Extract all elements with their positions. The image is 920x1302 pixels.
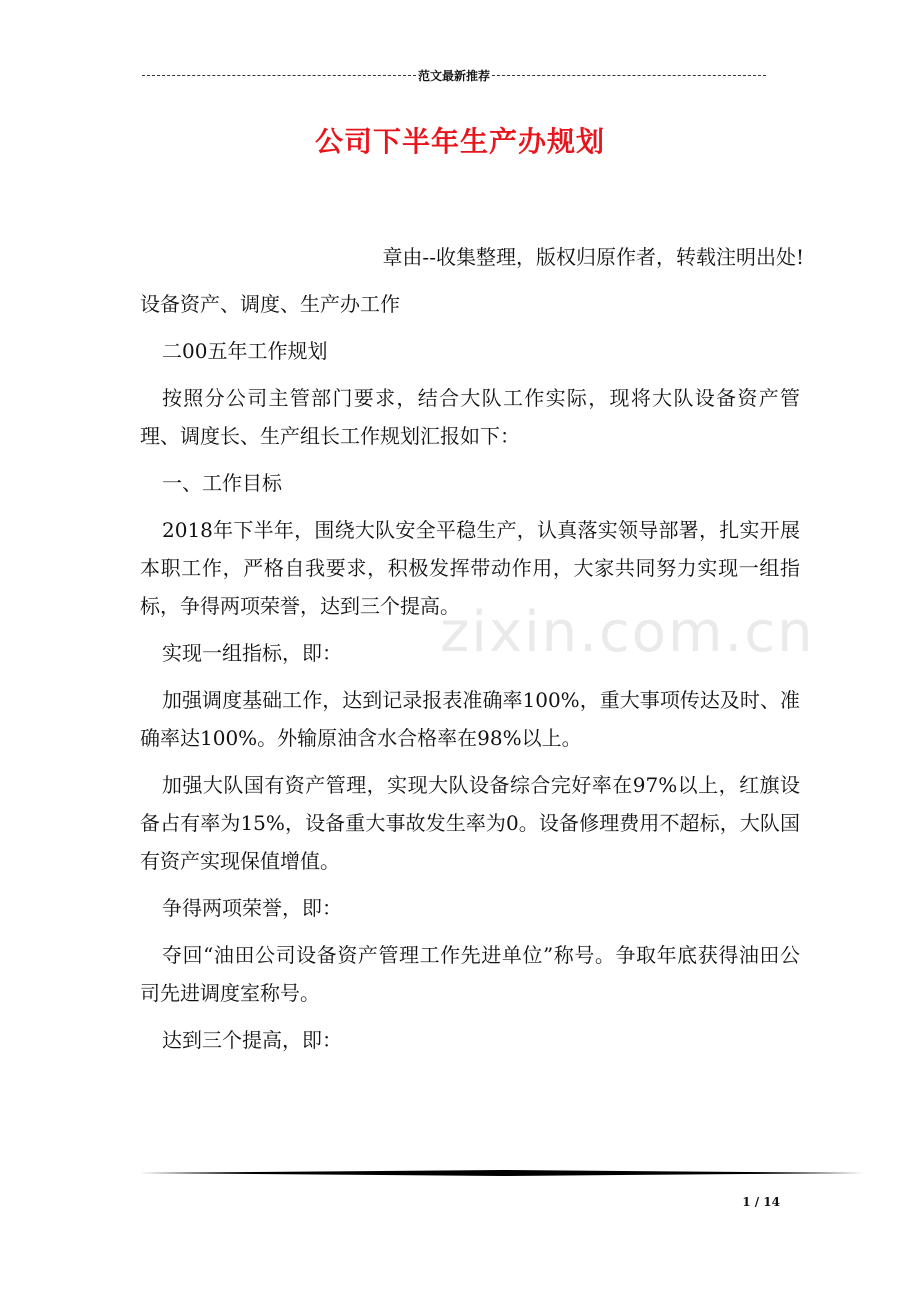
header-dashes-left [142,75,416,77]
header-tag: 范文最新推荐 [418,69,491,83]
page-header [140,68,768,84]
paragraph: 实现一组指标，即： [162,641,342,665]
paragraph: 争得两项荣誉，即： [162,896,342,920]
paragraph: 夺回“油田公司设备资产管理工作先进单位”称号。争取年底获得油田公司先进调度室称号。 [140,943,800,1005]
document-title: 公司下半年生产办规划 [314,125,605,158]
footer-rule [140,1170,864,1176]
paragraph: 2018年下半年，围绕大队安全平稳生产，认真落实领导部署，扎实开展本职工作，严格自我要求，积极发挥带动作用，大家共同努力实现一组指标，争得两项荣誉，达到三个提高。 [140,518,800,618]
header-dashes-right [492,75,766,77]
page-number: 1 / 14 [742,1195,780,1209]
paragraph: 加强大队国有资产管理，实现大队设备综合完好率在97%以上，红旗设备占有率为15%，设备重大事故发生率为0。设备修理费用不超标，大队国有资产实现保值增值。 [140,773,800,873]
paragraph: 设备资产、调度、生产办工作 [140,292,400,316]
source-note: 章由--收集整理，版权归原作者，转载注明出处! [382,245,804,269]
paragraph: 加强调度基础工作，达到记录报表准确率100%，重大事项传达及时、准确率达100%。外输原油含水合格率在98%以上。 [140,688,800,750]
document-body [140,238,804,1068]
paragraph: 达到三个提高，即： [162,1028,342,1052]
paragraph: 二00五年工作规划 [162,339,328,363]
watermark: zixin.com.cn [440,600,815,665]
section-heading: 一、工作目标 [162,471,282,495]
paragraph: 按照分公司主管部门要求，结合大队工作实际，现将大队设备资产管理、调度长、生产组长工作规划汇报如下： [140,386,800,448]
